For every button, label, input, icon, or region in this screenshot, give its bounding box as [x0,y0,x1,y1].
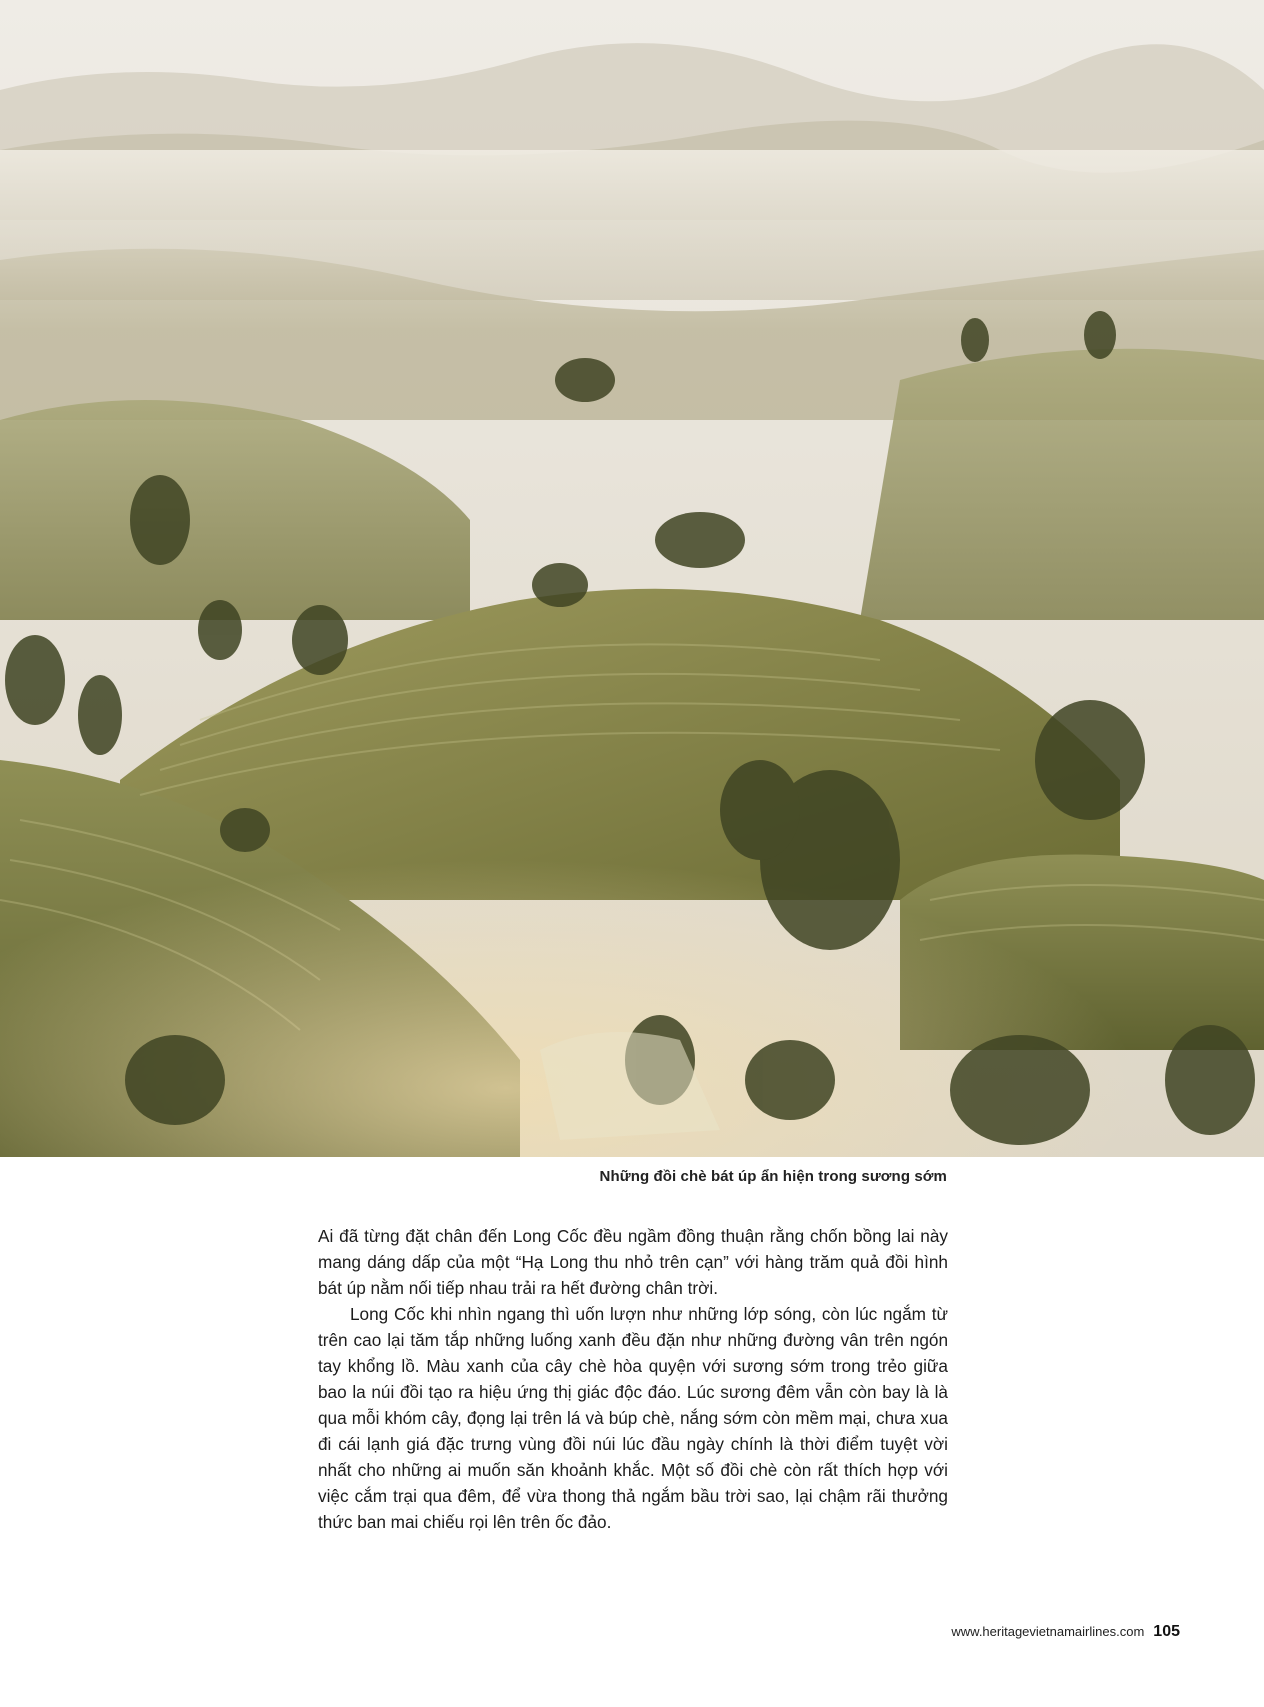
paragraph-intro: Ai đã từng đặt chân đến Long Cốc đều ngầm đồng thuận rằng chốn bồng lai này mang dáng dấp của một “Hạ Long thu nhỏ trên cạn” với hàng trăm quả đồi hình bát úp nằm nối tiếp nhau trải ra hết đường chân trời. [318,1226,948,1298]
page-number: 105 [1153,1623,1180,1640]
paragraph-main: Long Cốc khi nhìn ngang thì uốn lượn như những lớp sóng, còn lúc ngắm từ trên cao lại tăm tắp những luống xanh đều đặn như những đường vân trên ngón tay khổng lồ. Màu xanh của cây chè hòa quyện với sương sớm trong trẻo giữa bao la núi đồi tạo ra hiệu ứng thị giác độc đáo. Lúc sương đêm vẫn còn bay là là qua mỗi khóm cây, đọng lại trên lá và búp chè, nắng sớm còn mềm mại, chưa xua đi cái lạnh giá đặc trưng vùng đồi núi lúc đầu ngày chính là thời điểm tuyệt vời nhất cho những ai muốn săn khoảnh khắc. Một số đồi chè còn rất thích hợp với việc cắm trại qua đêm, để vừa thong thả ngắm bầu trời sao, lại chậm rãi thưởng thức ban mai chiếu rọi lên trên ốc đảo. [318,1304,948,1532]
page-footer [951,1623,1180,1641]
article-body [318,1223,948,1535]
photo-caption: Những đồi chè bát úp ẩn hiện trong sương sớm [599,1168,947,1185]
footer-website-url: www.heritagevietnamairlines.com [951,1624,1145,1639]
